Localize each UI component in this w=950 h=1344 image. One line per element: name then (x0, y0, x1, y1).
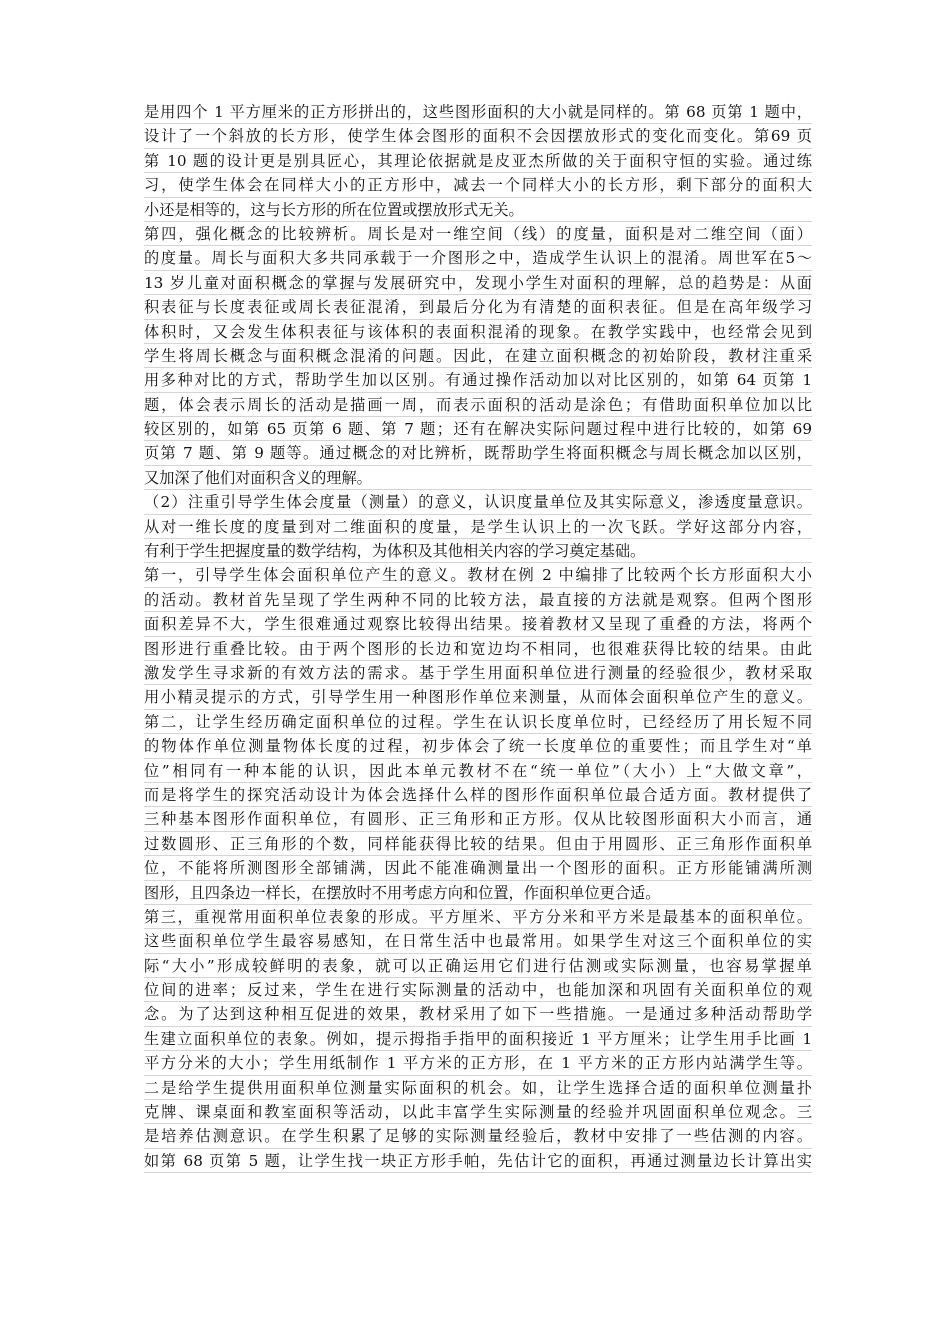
text-line: 的物体作单位测量物体长度的过程，初步体会了统一长度单位的重要性；而且学生对“单 (144, 734, 812, 758)
document-page (144, 100, 812, 1173)
text-line: 13 岁儿童对面积概念的掌握与发展研究中，发现小学生对面积的理解，总的趋势是：从面 (144, 271, 812, 295)
text-line: 第三，重视常用面积单位表象的形成。平方厘米、平方分米和平方米是最基本的面积单位。 (144, 905, 812, 929)
text-line: 第二，让学生经历确定面积单位的过程。学生在认识长度单位时，已经经历了用长短不同 (144, 710, 812, 734)
text-line: 小还是相等的，这与长方形的所在位置或摆放形式无关。 (144, 198, 812, 222)
text-line: 积表征与长度表征或周长表征混淆，到最后分化为有清楚的面积表征。但是在高年级学习 (144, 295, 812, 319)
text-line: 位，不能将所测图形全部铺满，因此不能准确测量出一个图形的面积。正方形能铺满所测 (144, 856, 812, 880)
text-line: 图形进行重叠比较。由于两个图形的长边和宽边均不相同，也很难获得比较的结果。由此 (144, 637, 812, 661)
text-line: 的度量。周长与面积大多共同承载于一介图形之中，造成学生认识上的混淆。周世军在5～ (144, 246, 812, 270)
text-line: 页第 7 题、第 9 题等。通过概念的对比辨析，既帮助学生将面积概念与周长概念加以区别， (144, 441, 812, 465)
text-line: 又加深了他们对面积含义的理解。 (144, 466, 812, 490)
text-line: 而是将学生的探究活动设计为体会选择什么样的图形作面积单位最合适方面。教材提供了 (144, 783, 812, 807)
text-line: 从对一维长度的度量到对二维面积的度量，是学生认识上的一次飞跃。学好这部分内容， (144, 515, 812, 539)
text-line: 位间的进率；反过来，学生在进行实际测量的活动中，也能加深和巩固有关面积单位的观 (144, 978, 812, 1002)
text-line: 位”相同有一种本能的认识，因此本单元教材不在“统一单位”（大小）上“大做文章”， (144, 759, 812, 783)
text-line: 设计了一个斜放的长方形，使学生体会图形的面积不会因摆放形式的变化而变化。第69 页 (144, 124, 812, 148)
text-line: （2）注重引导学生体会度量（测量）的意义，认识度量单位及其实际意义，渗透度量意识。 (144, 490, 812, 514)
text-line: 有利于学生把握度量的数学结构，为体积及其他相关内容的学习奠定基础。 (144, 539, 812, 563)
text-line: 过数圆形、正三角形的个数，同样能获得比较的结果。但由于用圆形、正三角形作面积单 (144, 832, 812, 856)
text-line: 三种基本图形作面积单位，有圆形、正三角形和正方形。仅从比较图形面积大小而言，通 (144, 807, 812, 831)
text-line: 二是给学生提供用面积单位测量实际面积的机会。如，让学生选择合适的面积单位测量扑 (144, 1076, 812, 1100)
text-line: 图形，且四条边一样长，在摆放时不用考虑方向和位置，作面积单位更合适。 (144, 881, 812, 905)
text-line: 第四，强化概念的比较辨析。周长是对一维空间（线）的度量，面积是对二维空间（面） (144, 222, 812, 246)
text-line: 生建立面积单位的表象。例如，提示拇指手指甲的面积接近 1 平方厘米；让学生用手比画 1 (144, 1027, 812, 1051)
text-line: 的活动。教材首先呈现了学生两种不同的比较方法，最直接的方法就是观察。但两个图形 (144, 588, 812, 612)
text-line: 习，使学生体会在同样大小的正方形中，减去一个同样大小的长方形，剩下部分的面积大 (144, 173, 812, 197)
text-line: 际“大小”形成较鲜明的表象，就可以正确运用它们进行估测或实际测量，也容易掌握单 (144, 954, 812, 978)
text-line: 第一，引导学生体会面积单位产生的意义。教材在例 2 中编排了比较两个长方形面积大小 (144, 563, 812, 587)
text-line: 用小精灵提示的方式，引导学生用一种图形作单位来测量，从而体会面积单位产生的意义。 (144, 685, 812, 709)
text-line: 如第 68 页第 5 题，让学生找一块正方形手帕，先估计它的面积，再通过测量边长计算出实 (144, 1149, 812, 1173)
text-line: 体积时，又会发生体积表征与该体积的表面积混淆的现象。在教学实践中，也经常会见到 (144, 320, 812, 344)
text-line: 这些面积单位学生最容易感知，在日常生活中也最常用。如果学生对这三个面积单位的实 (144, 929, 812, 953)
text-line: 念。为了达到这种相互促进的效果，教材采用了如下一些措施。一是通过多种活动帮助学 (144, 1002, 812, 1026)
text-line: 题，体会表示周长的活动是描画一周，而表示面积的活动是涂色；有借助面积单位加以比 (144, 393, 812, 417)
text-line: 克牌、课桌面和教室面积等活动，以此丰富学生实际测量的经验并巩固面积单位观念。三 (144, 1100, 812, 1124)
text-line: 激发学生寻求新的有效方法的需求。基于学生用面积单位进行测量的经验很少，教材采取 (144, 661, 812, 685)
text-line: 面积差异不大，学生很难通过观察比较得出结果。接着教材又呈现了重叠的方法，将两个 (144, 612, 812, 636)
text-line: 用多种对比的方式，帮助学生加以区别。有通过操作活动加以对比区别的，如第 64 页第 1 (144, 368, 812, 392)
text-line: 是培养估测意识。在学生积累了足够的实际测量经验后，教材中安排了一些估测的内容。 (144, 1124, 812, 1148)
text-line: 较区别的，如第 65 页第 6 题、第 7 题；还有在解决实际问题过程中进行比较的，如第 69 (144, 417, 812, 441)
text-line: 学生将周长概念与面积概念混淆的问题。因此，在建立面积概念的初始阶段，教材注重采 (144, 344, 812, 368)
text-line: 平方分米的大小；学生用纸制作 1 平方米的正方形，在 1 平方米的正方形内站满学生等。 (144, 1051, 812, 1075)
text-line: 是用四个 1 平方厘米的正方形拼出的，这些图形面积的大小就是同样的。第 68 页第 1 题中， (144, 100, 812, 124)
text-line: 第 10 题的设计更是别具匠心，其理论依据就是皮亚杰所做的关于面积守恒的实验。通过练 (144, 149, 812, 173)
